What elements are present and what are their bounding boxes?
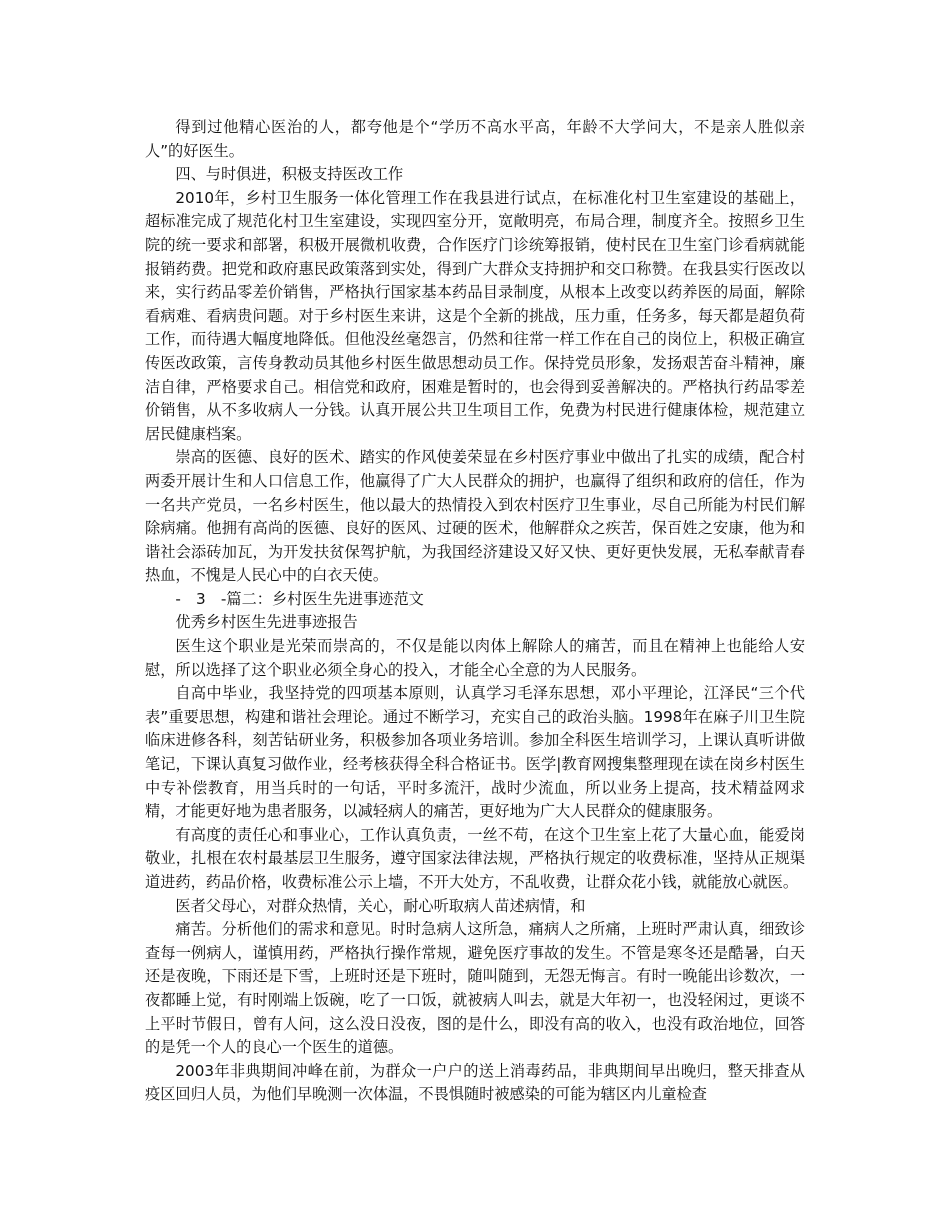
document-body [145,116,805,1107]
paragraph: 2010年，乡村卫生服务一体化管理工作在我县进行试点，在标准化村卫生室建设的基础上，超标准完成了规范化村卫生室建设，实现四室分开，宽敞明亮，布局合理，制度齐全。按照乡卫生院的统一要求和部署，积极开展微机收费，合作医疗门诊统筹报销，使村民在卫生室门诊看病就能报销药费。把党和政府惠民政策落到实处，得到广大群众支持拥护和交口称赞。在我县实行医改以来，实行药品零差价销售，严格执行国家基本药品目录制度，从根本上改变以药养医的局面，解除看病难、看病贵问题。对于乡村医生来讲，这是个全新的挑战，压力重，任务多，每天都是超负荷工作，而待遇大幅度地降低。但他没丝毫怨言，仍然和往常一样工作在自己的岗位上，积极正确宣传医改政策，言传身教动员其他乡村医生做思想动员工作。保持党员形象，发扬艰苦奋斗精神，廉洁自律，严格要求自己。相信党和政府，困难是暂时的，也会得到妥善解决的。严格执行药品零差价销售，从不多收病人一分钱。认真开展公共卫生项目工作，免费为村民进行健康体检，规范建立居民健康档案。 [145,188,805,443]
paragraph: 医生这个职业是光荣而崇高的，不仅是能以肉体上解除人的痛苦，而且在精神上也能给人安慰，所以选择了这个职业必须全身心的投入，才能全心全意的为人民服务。 [145,637,805,679]
section-heading: 四、与时俱进，积极支持医改工作 [175,165,404,184]
paragraph: 2003年非典期间冲峰在前，为群众一户户的送上消毒药品，非典期间早出晚归，整天排查从疫区回归人员，为他们早晚测一次体温，不畏惧随时被感染的可能为辖区内儿童检查 [145,1061,805,1104]
paragraph: 得到过他精心医治的人，都夸他是个“学历不高水平高，年龄不大学问大，不是亲人胜似亲人”的好医生。 [145,118,805,160]
paragraph: 自高中毕业，我坚持党的四项基本原则，认真学习毛泽东思想，邓小平理论，江泽民“三个代表”重要思想，构建和谐社会理论。通过不断学习，充实自己的政治头脑。1998年在麻子川卫生院临床进修各科，刻苦钻研业务，积极参加各项业务培训。参加全科医生培训学习，上课认真听讲做笔记，下课认真复习做作业，经考核获得全科合格证书。医学|教育网搜集整理现在读在岗乡村医生中专补偿教育，用当兵时的一句话，平时多流汗，战时少流血，所以业务上提高，技术精益网求精，才能更好地为患者服务，以减轻病人的痛苦，更好地为广大人民群众的健康服务。 [145,684,805,821]
paragraph: 痛苦。分析他们的需求和意见。时时急病人这所急，痛病人之所痛，上班时严肃认真，细致诊查每一例病人，谨慎用药，严格执行操作常规，避免医疗事故的发生。不管是寒冬还是酷暑，白天还是夜晚，下雨还是下雪，上班时还是下班时，随叫随到，无怨无悔言。有时一晚能出诊数次，一夜都睡上觉，有时刚端上饭碗，吃了一口饭，就被病人叫去，就是大年初一，也没轻闲过，更谈不上平时节假日，曾有人问，这么没日没夜，图的是什么，即没有高的收入，也没有政治地位，回答的是凭一个人的良心一个医生的道德。 [145,920,805,1057]
paragraph: 有高度的责任心和事业心，工作认真负责，一丝不苟，在这个卫生室上花了大量心血，能爱岗敬业，扎根在农村最基层卫生服务，遵守国家法律法规，严格执行规定的收费标准，坚持从正规渠道进药，药品价格，收费标准公示上墙，不开大处方，不乱收费，让群众花小钱，就能放心就医。 [145,825,805,891]
report-title: 优秀乡村医生先进事迹报告 [175,613,358,632]
page-number-and-article-title: - 3 -篇二：乡村医生先进事迹范文 [175,589,424,608]
paragraph: 医者父母心，对群众热情，关心，耐心听取病人苗述病情，和 [175,896,586,915]
paragraph: 崇高的医德、良好的医术、踏实的作风使姜荣显在乡村医疗事业中做出了扎实的成绩，配合村两委开展计生和人口信息工作，他赢得了广大人民群众的拥护，也赢得了组织和政府的信任，作为一名共产党员，一名乡村医生，他以最大的热情投入到农村医疗卫生事业，尽自己所能为村民们解除病痛。他拥有高尚的医德、良好的医风、过硬的医术，他解群众之疾苦，保百姓之安康，他为和谐社会添砖加瓦，为开发扶贫保驾护航，为我国经济建设又好又快、更好更快发展，无私奉献青春热血，不愧是人民心中的白衣天使。 [145,448,805,585]
